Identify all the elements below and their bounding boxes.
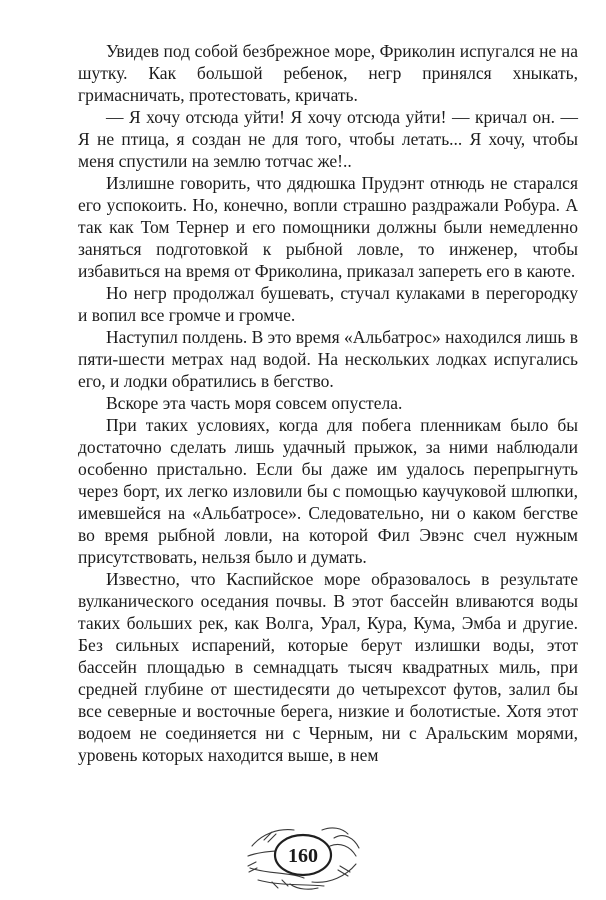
paragraph: Но негр продолжал бушевать, стучал кулаками в перегородку и вопил все громче и громче. <box>78 283 578 325</box>
page-number: 160 <box>288 845 318 867</box>
paragraph: — Я хочу отсюда уйти! Я хочу отсюда уйти! — кричал он. — Я не птица, я создан не для того, чтобы летать... Я хочу, чтобы меня спустили на землю тотчас же!.. <box>78 107 578 171</box>
paragraph: Вскоре эта часть моря совсем опустела. <box>106 393 403 413</box>
paragraph: При таких условиях, когда для побега пленникам было бы достаточно сделать лишь удачный прыжок, за ними наблюдали особенно пристально. Если бы даже им удалось перепрыгнуть через борт, их легко изловили бы с помощью каучуковой шлюпки, имевшейся на «Альбатросе». Следовательно, ни о каком бегстве во время рыбной ловли, на которой Фил Эвэнс счел нужным присутствовать, нельзя было и думать. <box>78 415 578 567</box>
paragraph: Увидев под собой безбрежное море, Фриколин испугался не на шутку. Как большой ребенок, негр принялся хныкать, гримасничать, протестовать, кричать. <box>78 41 578 105</box>
page-text <box>78 40 578 766</box>
paragraph: Известно, что Каспийское море образовалось в результате вулканического оседания почвы. В этот бассейн вливаются воды таких больших рек, как Волга, Урал, Кура, Кума, Эмба и другие. Без сильных испарений, которые берут излишки воды, этот бассейн площадью в семнадцать тысяч квадратных миль, при средней глубине от шестидесяти до четырехсот футов, залил бы все северные и восточные берега, низкие и болотистые. Хотя этот водоем не соединяется ни с Черным, ни с Аральским морями, уровень которых находится выше, в нем <box>78 569 578 765</box>
page-number-ornament <box>238 812 368 896</box>
paragraph: Наступил полдень. В это время «Альбатрос» находился лишь в пяти-шести метрах над водой. На нескольких лодках испугались его, и лодки обратились в бегство. <box>78 327 578 391</box>
paragraph: Излишне говорить, что дядюшка Прудэнт отнюдь не старался его успокоить. Но, конечно, вопли страшно раздражали Робура. А так как Том Тернер и его помощники должны были немедленно заняться подготовкой к рыбной ловле, то инженер, чтобы избавиться на время от Фриколина, приказал запереть его в каюте. <box>78 173 578 281</box>
